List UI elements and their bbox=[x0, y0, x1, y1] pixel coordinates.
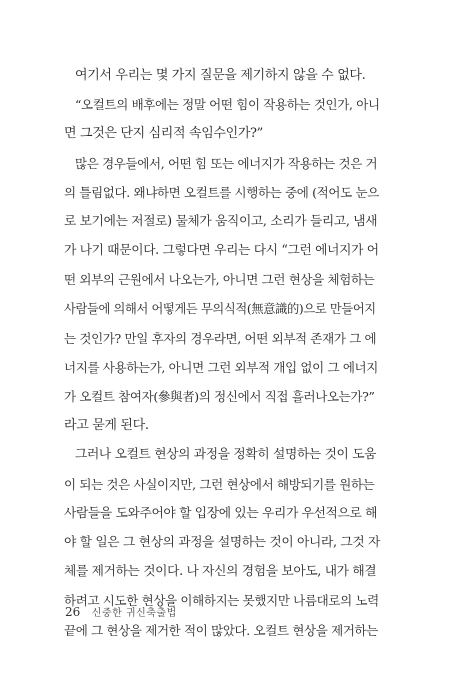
text-line: 이 되는 것은 사실이지만, 그런 현상에서 해방되기를 원하는 bbox=[64, 476, 375, 492]
text-line: 끝에 그 현상을 제거한 적이 많았다. 오컬트 현상을 제거하는 bbox=[64, 622, 379, 638]
text-line: 많은 경우들에서, 어떤 힘 또는 에너지가 작용하는 것은 거 bbox=[75, 155, 378, 171]
text-line: “오컬트의 배후에는 정말 어떤 힘이 작용하는 것인가, 아니 bbox=[75, 97, 380, 113]
text-line: 의 틀림없다. 왜냐하면 오컬트를 시행하는 중에 (적어도 눈으 bbox=[64, 184, 379, 200]
text-line: 가 오컬트 참여자(參與者)의 정신에서 직접 흘러나오는가?” bbox=[64, 389, 375, 405]
text-line: 그러나 오컬트 현상의 과정을 정확히 설명하는 것이 도움 bbox=[75, 447, 377, 463]
text-line: 면 그것은 단지 심리적 속임수인가?” bbox=[64, 126, 263, 142]
text-line: 체를 제거하는 것이다. 나 자신의 경험을 보아도, 내가 해결 bbox=[64, 564, 377, 580]
text-line: 는 것인가? 만일 후자의 경우라면, 어떤 외부적 존재가 그 에 bbox=[64, 330, 377, 346]
text-line: 너지를 사용하는가, 아니면 그런 외부적 개입 없이 그 에너지 bbox=[64, 359, 379, 375]
text-line: 하려고 시도한 현상을 이해하지는 못했지만 나름대로의 노력 bbox=[64, 593, 379, 609]
page-number: 26 bbox=[65, 605, 81, 619]
text-line: 가 나기 때문이다. 그렇다면 우리는 다시 “그런 에너지가 어 bbox=[64, 243, 379, 259]
text-line: 로 보기에는 저절로) 물체가 움직이고, 소리가 들리고, 냄새 bbox=[64, 213, 378, 229]
body-text bbox=[64, 61, 380, 645]
text-line: 라고 묻게 된다. bbox=[64, 418, 149, 434]
page-footer bbox=[65, 604, 177, 619]
text-line: 여기서 우리는 몇 가지 질문을 제기하지 않을 수 없다. bbox=[75, 68, 366, 83]
text-line: 사람들을 도와주어야 할 입장에 있는 우리가 우선적으로 해 bbox=[64, 505, 378, 521]
text-line: 사람들에 의해서 어떻게든 무의식적(無意識的)으로 만들어지 bbox=[64, 301, 376, 316]
text-line: 떤 외부의 근원에서 나오는가, 아니면 그런 현상을 체험하는 bbox=[64, 272, 375, 288]
book-title: 신중한 귀신축출법 bbox=[91, 608, 177, 619]
text-line: 야 할 일은 그 현상의 과정을 설명하는 것이 아니라, 그것 자 bbox=[64, 535, 380, 550]
